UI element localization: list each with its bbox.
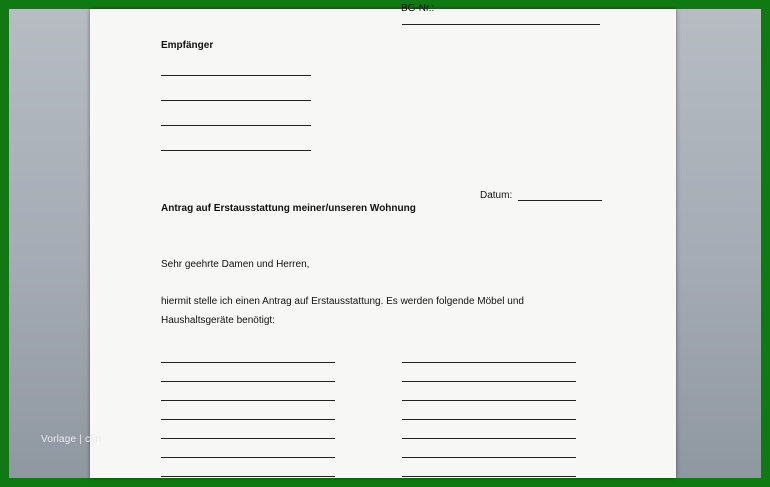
item-line-right-5 (402, 438, 576, 439)
item-line-left-3 (161, 400, 335, 401)
watermark-text: Vorlage | ckn (41, 434, 102, 445)
bg-nr-line (402, 24, 600, 25)
recipient-label: Empfänger (161, 40, 214, 51)
item-line-left-2 (161, 381, 335, 382)
item-line-left-1 (161, 362, 335, 363)
item-line-right-4 (402, 419, 576, 420)
subject-heading: Antrag auf Erstausstattung meiner/unseren Wohnung (161, 203, 416, 214)
item-line-right-2 (402, 381, 576, 382)
recipient-line-2 (161, 100, 311, 101)
item-line-right-7 (402, 476, 576, 477)
item-line-right-6 (402, 457, 576, 458)
item-line-left-5 (161, 438, 335, 439)
document-page (90, 3, 676, 478)
item-line-left-6 (161, 457, 335, 458)
date-line (518, 200, 602, 201)
date-label: Datum: (480, 190, 513, 201)
salutation: Sehr geehrte Damen und Herren, (161, 259, 310, 270)
body-text-line-1: hiermit stelle ich einen Antrag auf Erstausstattung. Es werden folgende Möbel und (161, 296, 524, 307)
item-line-right-1 (402, 362, 576, 363)
body-text-line-2: Haushaltsgeräte benötigt: (161, 315, 275, 326)
item-line-left-4 (161, 419, 335, 420)
item-line-left-7 (161, 476, 335, 477)
bg-nr-label: BG-Nr.: (401, 3, 435, 14)
recipient-line-3 (161, 125, 311, 126)
item-line-right-3 (402, 400, 576, 401)
recipient-line-4 (161, 150, 311, 151)
document-viewport[interactable] (9, 3, 761, 478)
recipient-line-1 (161, 75, 311, 76)
